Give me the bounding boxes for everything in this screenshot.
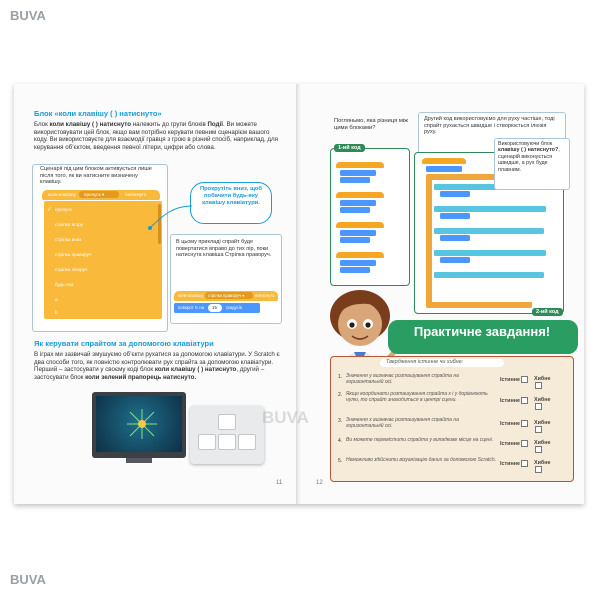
true-checkbox[interactable] — [521, 376, 528, 383]
if-block — [434, 206, 546, 212]
if-block — [434, 228, 544, 234]
true-label: Істинне — [500, 376, 520, 383]
question-row — [334, 436, 556, 451]
false-checkbox[interactable] — [535, 403, 542, 410]
false-label: Хибне — [534, 376, 551, 382]
question-text: Неможливо здійснити візуалізацію даних за допомогою Scratch. — [346, 457, 497, 463]
example-text: В цьому прикладі спрайт буде повертатися вправо до тих пір, поки натиснута клавіша Стрілка праворуч. — [176, 239, 272, 259]
motion-block — [440, 191, 470, 197]
event-block — [336, 222, 384, 228]
true-option[interactable] — [500, 397, 528, 404]
watermark-middle: BUVA — [262, 408, 309, 427]
bold-span: коли клавішу ( ) натиснуто — [154, 366, 237, 374]
task-subtitle: Твердження істинне чи хибне: — [386, 359, 464, 365]
motion-block — [340, 200, 376, 206]
true-checkbox[interactable] — [521, 397, 528, 404]
false-checkbox[interactable] — [535, 466, 542, 473]
motion-block — [340, 267, 370, 273]
key-down — [218, 434, 236, 450]
key-right — [238, 434, 256, 450]
true-label: Істинне — [500, 460, 520, 467]
heading-keyboard-control: Як керувати спрайтом за допомогою клавіатури — [34, 339, 214, 348]
false-label: Хибне — [534, 440, 551, 446]
dropdown-item[interactable]: стрілка вниз — [55, 237, 82, 242]
monitor-stand — [126, 458, 152, 463]
paragraph-keyboard — [34, 351, 280, 381]
if-block — [434, 250, 546, 256]
page-number-left: 11 — [276, 480, 283, 486]
true-checkbox[interactable] — [521, 460, 528, 467]
question-row — [334, 372, 556, 387]
question-row — [334, 390, 556, 412]
text-span: . Ви можете використовувати цей блок, якщо вам потрібно керувати певним сценарієм вашого коду. Ви використовуєте для взаємодії гравця з грою в різний спосіб, наприклад, для керування об’єктом, введення певної літери, цифри або слова. — [34, 121, 279, 151]
question-number: 4. — [338, 438, 343, 444]
true-option[interactable] — [500, 460, 528, 467]
text-span: В іграх ми зазвичай змушуємо об’єкти рухатися за допомогою клавіатури. У Scratch є два способи того, як повністю контролювати рух спрайта за допомогою клавіатури. Перший – застосувати у своєму коді блок — [34, 351, 280, 374]
true-option[interactable] — [500, 376, 528, 383]
false-checkbox[interactable] — [535, 446, 542, 453]
false-option[interactable] — [534, 440, 556, 453]
check-icon: ✓ — [47, 207, 53, 213]
false-option[interactable] — [534, 460, 556, 473]
question-number: 3. — [338, 418, 343, 424]
dropdown-item[interactable]: стрілка вгору — [55, 222, 83, 227]
motion-block — [440, 213, 470, 219]
bold-span: коли клавішу ( ) натиснуто — [49, 121, 132, 128]
true-label: Істинне — [500, 397, 520, 404]
true-option[interactable] — [500, 420, 528, 427]
dropdown-item[interactable]: стрілка ліворуч — [55, 267, 88, 272]
hat-label: коли клавішу — [48, 192, 76, 197]
event-block — [336, 252, 384, 258]
heading-when-key-pressed: Блок «коли клавішу ( ) натиснуто» — [34, 109, 162, 118]
motion-block — [340, 170, 376, 176]
question-text: Значення x визначає розташування спрайта на горизонтальній осі. — [346, 417, 459, 429]
bold-span: Події — [207, 121, 224, 128]
note1-text: Другий код використовуємо для руху частіше, тоді спрайт рухається швидше і створюється ілюзія руху. — [424, 116, 555, 136]
callout-arrow — [144, 202, 194, 232]
false-checkbox[interactable] — [535, 426, 542, 433]
right-page — [300, 84, 584, 504]
turn-degrees-value: 15 — [212, 305, 217, 310]
watermark-top: BUVA — [10, 8, 46, 23]
example-hat-suffix: натиснуто — [255, 293, 275, 298]
dropdown-item[interactable]: стрілка праворуч — [55, 252, 92, 257]
motion-block — [440, 235, 470, 241]
question-text: Значення y визначає розташування спрайта на горизонтальній осі. — [346, 373, 459, 385]
left-page — [14, 84, 298, 504]
true-option[interactable] — [500, 440, 528, 447]
if-block — [434, 272, 544, 278]
code2-label: 2-ий код — [532, 308, 563, 316]
text-span: , другий – застосувати блок — [34, 366, 265, 381]
false-option[interactable] — [534, 376, 556, 389]
note2-text — [498, 141, 566, 173]
question-text: Якщо координати розташування спрайта x і y дорівнюють нулю, то спрайт знаходиться в центрі сцени. — [346, 391, 488, 403]
question-row — [334, 416, 556, 431]
motion-block — [440, 257, 470, 263]
motion-block — [340, 237, 370, 243]
false-option[interactable] — [534, 397, 556, 410]
dropdown-item[interactable]: пропуск — [55, 207, 72, 212]
hat-suffix: натиснуто — [125, 192, 147, 197]
false-checkbox[interactable] — [535, 382, 542, 389]
text-span: , сценарій виконується швидше, а рух буде плавним. — [498, 147, 560, 173]
dropdown-item[interactable]: b — [55, 310, 58, 315]
text-span: Блок — [34, 121, 50, 128]
key-left — [198, 434, 216, 450]
question-text: Ви можете перемістити спрайта у випадкове місце на сцені. — [346, 437, 494, 443]
example-hat-label: коли клавішу — [178, 293, 204, 298]
event-block — [336, 192, 384, 198]
key-up — [218, 414, 236, 430]
motion-block — [340, 230, 376, 236]
turn-label: поворот ↻ на — [178, 305, 205, 310]
sprite-arrows-icon — [124, 406, 160, 442]
paragraph-intro — [34, 121, 280, 151]
false-label: Хибне — [534, 460, 551, 466]
bold-span: клавішу ( ) натиснуто? — [498, 147, 559, 154]
callout-text: Прокрутіть вниз, щоб побачити будь-яку клавішу клавіатури. — [199, 186, 263, 206]
question-number: 2. — [338, 392, 343, 398]
task-title: Практичне завдання! — [413, 324, 551, 339]
hat-dropdown-value: пропуск ▾ — [84, 192, 105, 197]
question-number: 1. — [338, 374, 343, 380]
questions-list — [334, 372, 570, 476]
true-checkbox[interactable] — [521, 440, 528, 447]
bold-span: коли зелений прапорець натиснуто. — [85, 373, 197, 381]
motion-block — [340, 207, 370, 213]
watermark-bottom: BUVA — [10, 572, 46, 587]
event-block — [336, 162, 384, 168]
true-label: Істинне — [500, 420, 520, 427]
true-checkbox[interactable] — [521, 420, 528, 427]
motion-block — [340, 177, 370, 183]
page-number-right: 12 — [316, 480, 323, 486]
question-number: 5. — [338, 458, 343, 464]
dropdown-item[interactable]: будь-яка — [55, 282, 74, 287]
code1-label: 1-ий код — [334, 144, 365, 152]
motion-block — [340, 260, 376, 266]
dropdown-item[interactable]: a — [55, 297, 58, 302]
open-book — [14, 84, 584, 504]
false-label: Хибне — [534, 397, 551, 403]
true-label: Істинне — [500, 440, 520, 447]
question-row — [334, 456, 556, 471]
example-hat-dropdown-value: стрілка праворуч ▾ — [208, 293, 245, 298]
false-option[interactable] — [534, 420, 556, 433]
event-block — [422, 158, 466, 164]
motion-block — [426, 166, 462, 172]
false-label: Хибне — [534, 420, 551, 426]
turn-suffix: градусів — [226, 305, 242, 310]
text-span: Використовуючи блок — [498, 141, 553, 147]
text-span: належить до групи блоків — [131, 121, 208, 128]
intro-question: Погляньмо, яка різниця між цими блоками? — [334, 118, 409, 131]
scratch-note: Сценарії під цим блоком активується лише після того, як ви натисните визначену клавішу. — [40, 166, 152, 186]
